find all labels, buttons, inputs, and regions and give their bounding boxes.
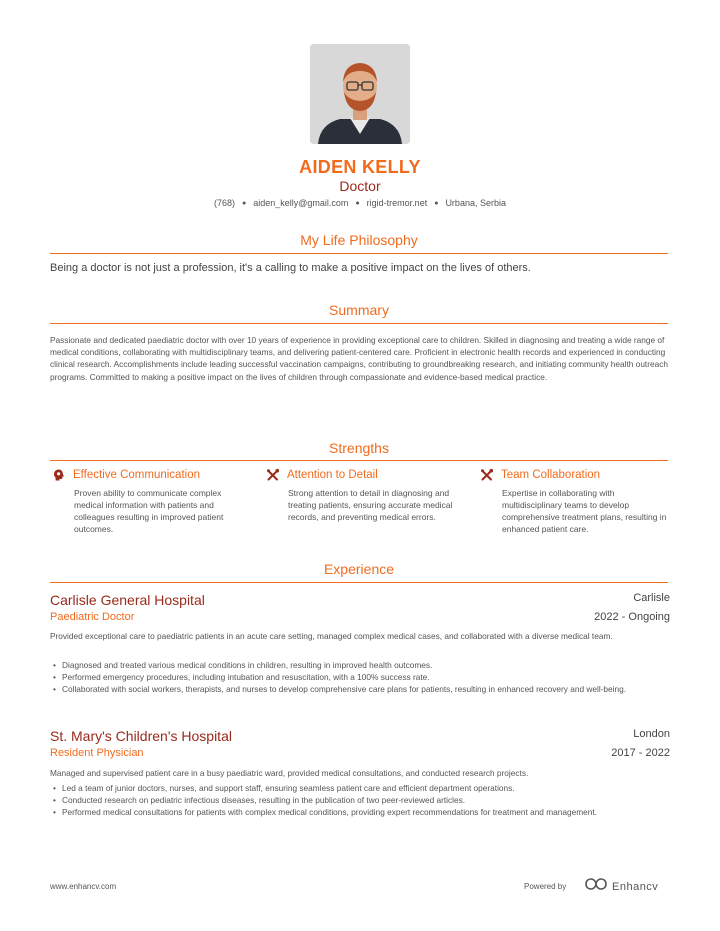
job-location: Carlisle [633,592,670,604]
section-divider [50,460,668,461]
strength-title: Attention to Detail [287,469,378,481]
separator-dot-icon: ● [242,199,247,207]
job-location: London [633,728,670,740]
footer-brand: Enhancv [612,880,659,893]
job-dates: 2022 - Ongoing [594,611,670,623]
section-divider [50,582,668,583]
strength-description: Strong attention to detail in diagnosing and treating patients, ensuring accurate medical records, and preventing medical errors. [288,488,453,522]
tools-icon [266,468,280,482]
footer-powered-by: Powered by [524,882,567,891]
contact-row [0,198,720,208]
candidate-name: AIDEN KELLY [299,157,421,177]
strength-title: Team Collaboration [501,469,601,481]
job-title: Resident Physician [50,747,144,759]
list-item: • Led a team of junior doctors, nurses, and support staff, ensuring seamless patient care and efficient department operations. [50,782,670,794]
job-description: Managed and supervised patient care in a busy paediatric ward, provided medical consultations, and conducted research projects. [50,768,529,778]
brain-icon [52,468,66,482]
section-divider [50,323,668,324]
footer-logo[interactable] [584,877,658,896]
strength-description: Proven ability to communicate complex medical information with patients and colleagues resulting in improved patient outcomes. [74,488,224,534]
profile-photo [310,44,410,144]
list-item: • Performed emergency procedures, including intubation and resuscitation, with a 100% success rate. [50,671,670,683]
separator-dot-icon: ● [355,199,360,207]
contact-phone: (768) [214,198,236,208]
section-divider [50,253,668,254]
enhancv-logo-icon [584,877,608,896]
list-item: • Collaborated with social workers, therapists, and nurses to develop comprehensive care plans for patients, resulting in enhanced recovery and well-being. [50,683,670,695]
job-title: Paediatric Doctor [50,611,135,623]
strength-title: Effective Communication [73,469,200,481]
candidate-role: Doctor [339,178,381,194]
tools-icon [480,468,494,482]
list-item: • Diagnosed and treated various medical conditions in children, resulting in improved health outcomes. [50,659,670,671]
job-bullet-list [50,659,670,696]
strengths-heading: Strengths [329,440,389,456]
summary-heading: Summary [329,302,389,318]
list-item: • Performed medical consultations for patients with complex medical conditions, providing expert recommendations for treatment and management. [50,806,670,818]
contact-email[interactable]: aiden_kelly@gmail.com [253,198,349,208]
job-company: St. Mary's Children's Hospital [50,728,232,744]
contact-location: Urbana, Serbia [445,198,506,208]
job-company: Carlisle General Hospital [50,592,205,608]
job-dates: 2017 - 2022 [611,747,670,759]
strength-item [266,468,461,523]
separator-dot-icon: ● [434,199,439,207]
job-bullet-list [50,782,670,819]
job-description: Provided exceptional care to paediatric patients in an acute care setting, managed complex medical cases, and collaborated with a diverse medical team. [50,631,613,641]
strength-item [480,468,675,535]
footer-url[interactable]: www.enhancv.com [50,882,117,891]
strength-item [52,468,247,535]
philosophy-text: Being a doctor is not just a profession, it's a calling to make a positive impact on the lives of others. [50,262,531,274]
list-item: • Conducted research on pediatric infectious diseases, resulting in the publication of two peer-reviewed articles. [50,794,670,806]
summary-text: Passionate and dedicated paediatric doctor with over 10 years of experience in providing exceptional care to children. Skilled in diagnosing and treating a wide range of medical conditions, collaborating with multidisciplinary teams, and delivering patient-centered care. Proficient in electronic health records and experienced in conducting clinical research. Accomplishments include leading successful vaccination campaigns, contributing to groundbreaking research, and initiating community health outreach programs. Committed to making a positive impact on the lives of children through compassionate and evidence-based medical practice. [50,335,668,382]
contact-website[interactable]: rigid-tremor.net [366,198,428,208]
philosophy-heading: My Life Philosophy [300,232,418,248]
experience-heading: Experience [323,561,395,577]
strength-description: Expertise in collaborating with multidisciplinary teams to develop comprehensive treatment plans, resulting in enhanced patient care. [502,488,667,534]
